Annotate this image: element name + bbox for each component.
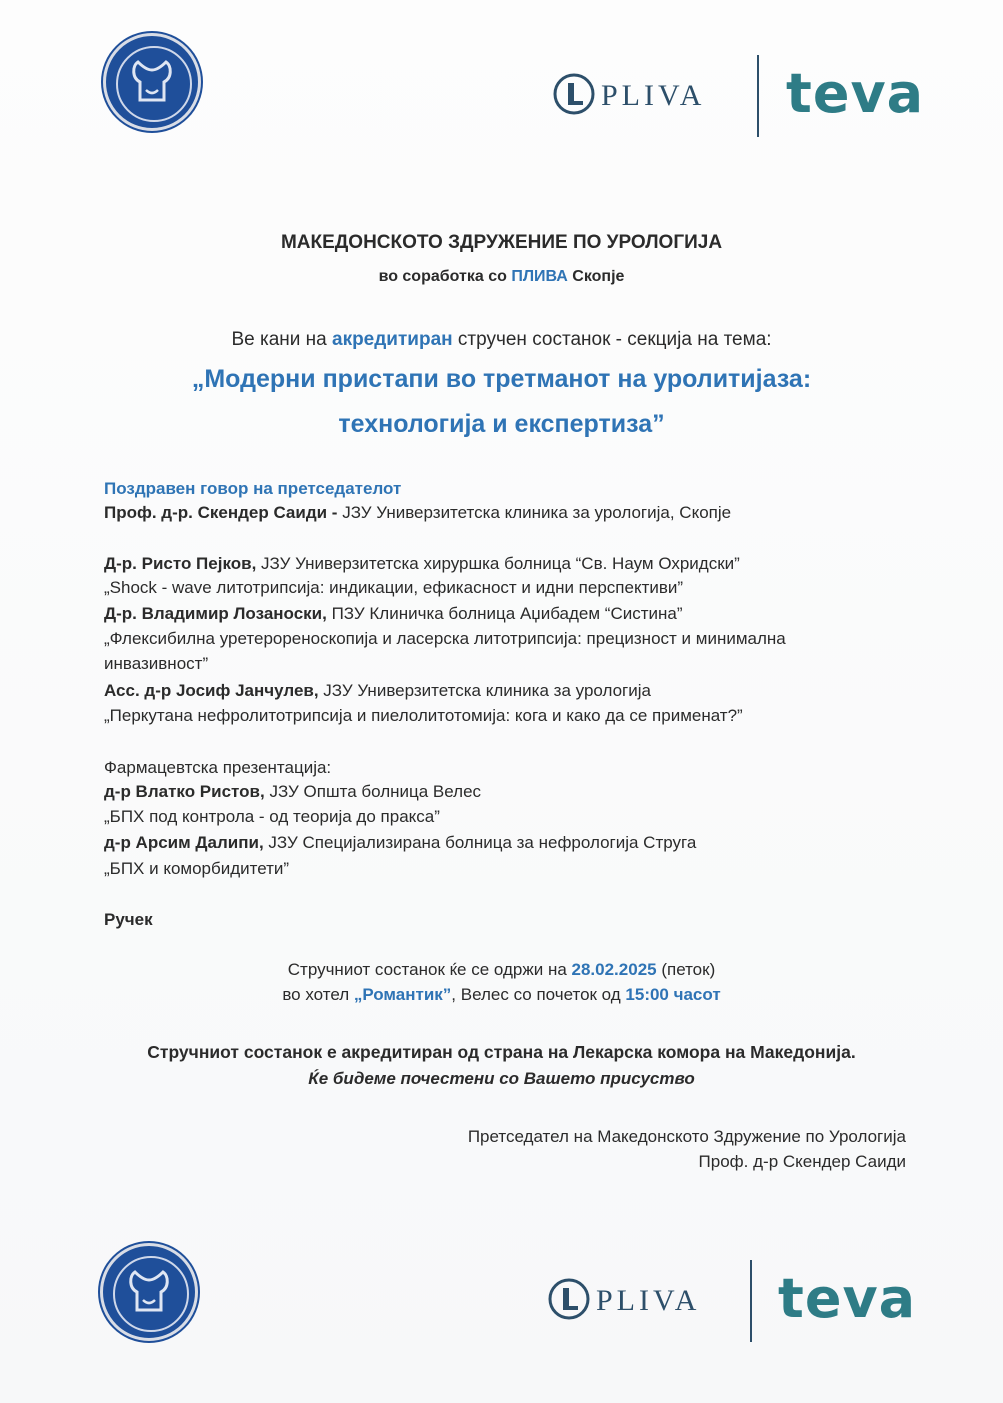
pharma-1-speaker xyxy=(104,781,481,803)
teva-wordmark-bottom: teva xyxy=(778,1267,917,1330)
event-time: 15:00 часот xyxy=(625,985,721,1004)
talk-2-inst: ПЗУ Клиничка болница Аџибадем “Систина” xyxy=(326,604,683,623)
talk-2-speaker xyxy=(104,603,683,625)
pharma-1-name: д-р Влатко Ристов, xyxy=(104,782,265,801)
talk-2-title: „Флексибилна уретерореноскопија и ласерска литотрипсија: прецизност и минимална xyxy=(104,629,786,648)
pliva-mark-bottom-icon xyxy=(548,1278,590,1320)
invite-post: стручен состанок - секција на тема: xyxy=(452,329,772,350)
talk-3-title: „Перкутана нефролитотрипсија и пиелолитотомија: кога и како да се применат?” xyxy=(104,706,743,725)
pharma-heading: Фармацевтска презентација: xyxy=(104,758,332,777)
event-pre: Стручниот состанок ќе се одржи на xyxy=(287,960,572,979)
teva-wordmark: teva xyxy=(786,62,925,125)
invite-line xyxy=(0,329,1003,351)
lunch-label: Ручек xyxy=(104,910,153,929)
pliva-mark-icon xyxy=(553,73,595,115)
talk-1-name: Д-р. Ристо Пејков, xyxy=(104,554,257,573)
pharma-2-inst: ЈЗУ Специјализирана болница за нефрологија Струга xyxy=(263,833,697,852)
pliva-logo xyxy=(553,73,595,120)
talk-2-name: Д-р. Владимир Лозаноски, xyxy=(104,604,327,623)
pharma-1-title: „БПХ под контрола - од теорија до пракса” xyxy=(104,807,440,826)
cooperation-line xyxy=(0,266,1003,288)
talk-1-title: „Shock - wave литотрипсија: индикации, ефикасност и идни перспективи” xyxy=(104,578,684,597)
topic-line-1: „Модерни пристапи во третманот на уролитијаза: xyxy=(191,365,812,393)
welcome-heading: Поздравен говор на претседателот xyxy=(104,479,402,498)
venue-mid: , Велес со почеток од xyxy=(451,985,626,1004)
association-seal-icon xyxy=(103,33,201,131)
talk-1-speaker xyxy=(104,553,740,575)
welcome-speaker xyxy=(104,502,731,524)
pharma-2-speaker xyxy=(104,832,696,854)
event-date: 28.02.2025 xyxy=(571,960,657,979)
coop-post: Скопје xyxy=(567,268,625,285)
welcome-inst: ЈЗУ Универзитетска клиника за урологија, Скопје xyxy=(337,503,732,522)
invite-highlight: акредитиран xyxy=(332,329,453,350)
accreditation-note: Стручниот состанок е акредитиран од страна на Лекарска комора на Македонија. xyxy=(147,1042,856,1062)
signature-role: Претседател на Македонското Здружение по Урологија xyxy=(467,1127,906,1146)
topic-line-2: технологија и експертиза” xyxy=(338,410,665,438)
association-seal-bottom-icon xyxy=(100,1243,198,1341)
org-title: МАКЕДОНСКОТО ЗДРУЖЕНИЕ ПО УРОЛОГИЈА xyxy=(280,232,723,253)
talk-3-inst: ЈЗУ Универзитетска клиника за урологија xyxy=(318,681,651,700)
welcome-name: Проф. д-р. Скендер Саиди - xyxy=(104,503,338,522)
pharma-2-title: „БПХ и коморбидитети” xyxy=(104,859,290,878)
logo-divider-bottom xyxy=(750,1260,752,1342)
logo-divider xyxy=(757,55,759,137)
talk-3-name: Асс. д-р Јосиф Јанчулев, xyxy=(104,681,319,700)
event-line-2 xyxy=(0,984,1003,1006)
pharma-2-name: д-р Арсим Далипи, xyxy=(104,833,264,852)
talk-2-title-cont: инвазивност” xyxy=(104,654,209,673)
pharma-1-inst: ЈЗУ Општа болница Велес xyxy=(264,782,482,801)
coop-pre: во соработка со xyxy=(378,268,512,285)
event-day: (петок) xyxy=(656,960,716,979)
venue-hotel: „Романтик” xyxy=(353,985,452,1004)
pliva-wordmark: PLIVA xyxy=(601,79,706,112)
coop-brand: ПЛИВА xyxy=(511,268,568,285)
invite-pre: Ве кани на xyxy=(231,329,332,350)
signature-name: Проф. д-р Скендер Саиди xyxy=(698,1152,906,1171)
closing-note: Ќе бидеме почестени со Вашето присуство xyxy=(308,1069,695,1088)
event-line-1 xyxy=(0,959,1003,981)
venue-pre: во хотел xyxy=(282,985,354,1004)
pliva-logo-bottom xyxy=(548,1278,590,1325)
talk-3-speaker xyxy=(104,680,651,702)
talk-1-inst: ЈЗУ Универзитетска хируршка болница “Св. Наум Охридски” xyxy=(256,554,740,573)
pliva-wordmark-bottom: PLIVA xyxy=(596,1284,701,1317)
